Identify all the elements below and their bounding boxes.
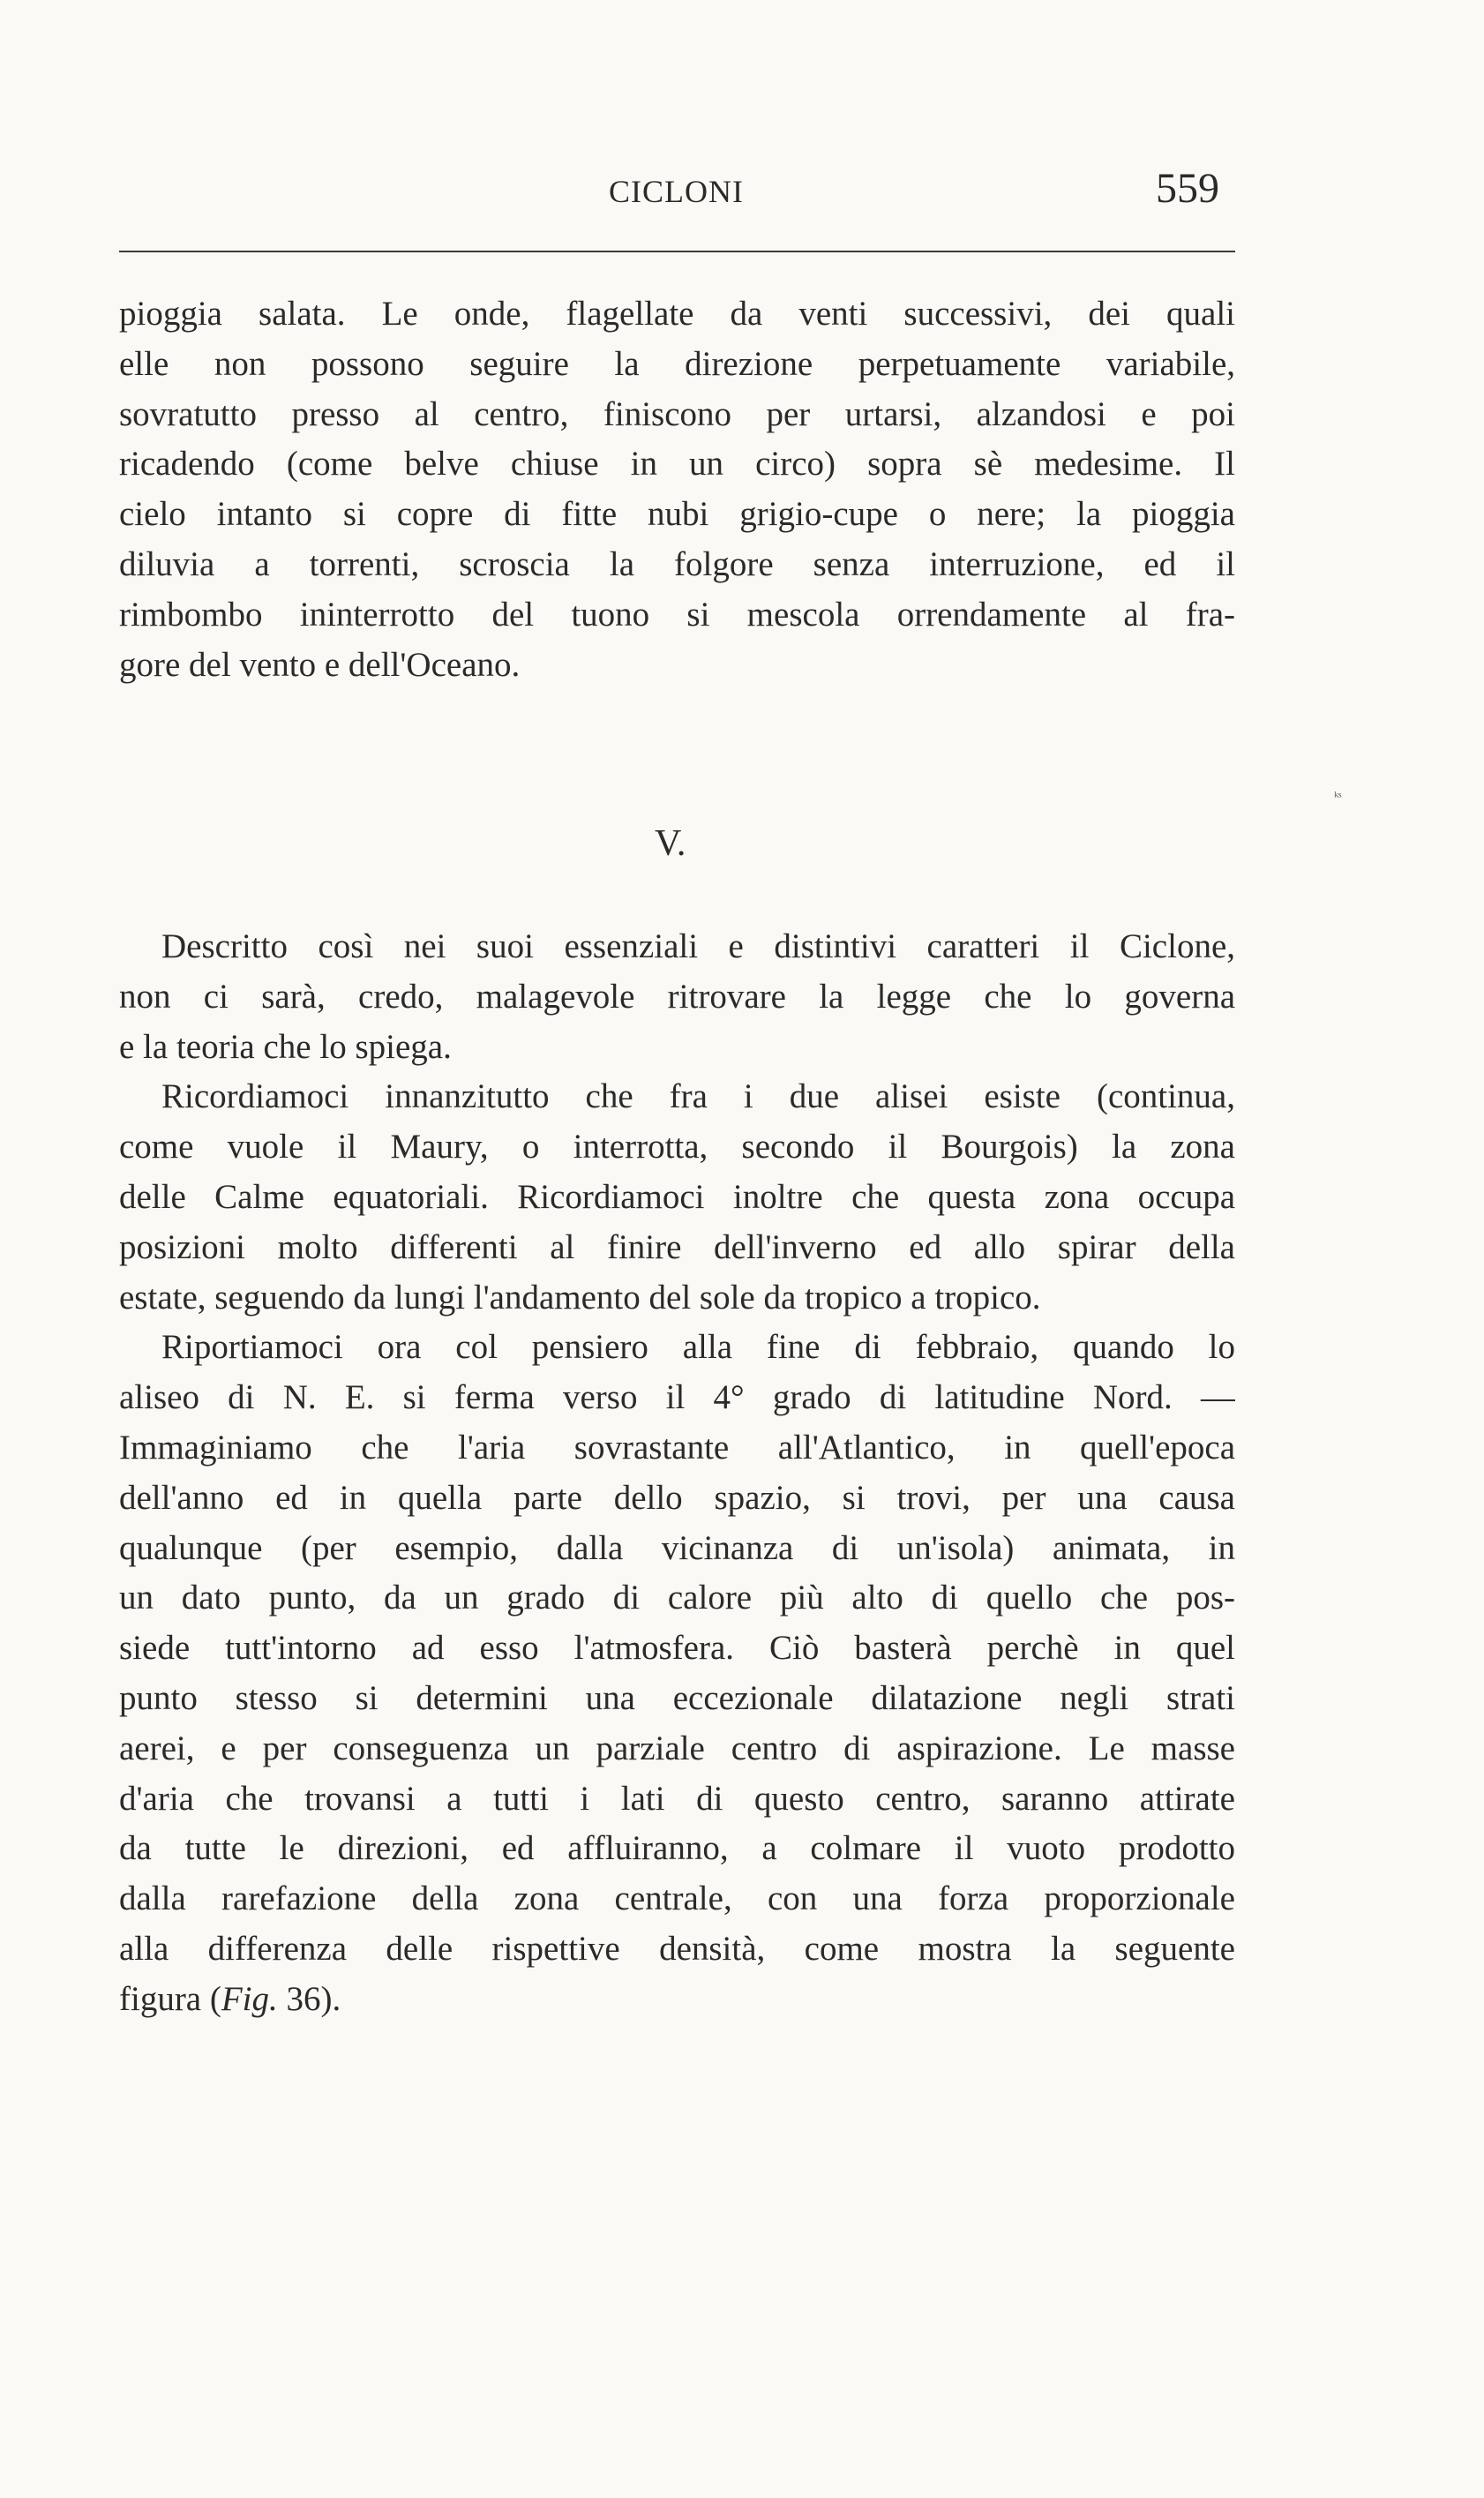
text-line: d'aria che trovansi a tutti i lati di questo centro, saranno attirate <box>119 1779 1235 1818</box>
text-line: aliseo di N. E. si ferma verso il 4° grado di latitudine Nord. — <box>119 1378 1235 1417</box>
text-line: delle Calme equatoriali. Ricordiamoci inoltre che questa zona occupa <box>119 1177 1235 1216</box>
text-line: posizioni molto differenti al finire dell'inverno ed allo spirar della <box>119 1227 1235 1266</box>
text-line: Descritto così nei suoi essenziali e distintivi caratteri il Ciclone, <box>161 927 1235 965</box>
text-line: elle non possono seguire la direzione perpetuamente variabile, <box>119 344 1235 383</box>
text-line: e la teoria che lo spiega. <box>119 1027 452 1066</box>
text-line: Ricordiamoci innanzitutto che fra i due alisei esiste (continua, <box>161 1077 1235 1116</box>
text-line: gore del vento e dell'Oceano. <box>119 645 521 684</box>
figure-reference-prefix: figura ( <box>119 1979 221 2018</box>
text-line: ricadendo (come belve chiuse in un circo) sopra sè medesime. Il <box>119 445 1235 484</box>
section-body <box>119 922 1235 2025</box>
text-line: pioggia salata. Le onde, flagellate da venti successivi, dei quali <box>119 295 1235 333</box>
text-line: sovratutto presso al centro, finiscono per urtarsi, alzandosi e poi <box>119 394 1235 433</box>
text-line: da tutte le direzioni, ed affluiranno, a colmare il vuoto prodotto <box>119 1829 1235 1868</box>
figure-number: 36 <box>277 1979 321 2018</box>
text-line: rimbombo ininterrotto del tuono si mescola orrendamente al fra- <box>119 595 1235 634</box>
text-line: alla differenza delle rispettive densità, come mostra la seguente <box>119 1929 1235 1968</box>
header-rule <box>119 251 1235 252</box>
text-line: qualunque (per esempio, dalla vicinanza di un'isola) animata, in <box>119 1528 1235 1567</box>
text-line: come vuole il Maury, o interrotta, secondo il Bourgois) la zona <box>119 1128 1235 1166</box>
text-line: diluvia a torrenti, scroscia la folgore senza interruzione, ed il <box>119 544 1235 583</box>
text-line: un dato punto, da un grado di calore più alto di quello che pos- <box>119 1579 1235 1617</box>
figure-label: Fig. <box>221 1979 278 2018</box>
text-line: dell'anno ed in quella parte dello spazio, si trovi, per una causa <box>119 1478 1235 1517</box>
text-line: estate, seguendo da lungi l'andamento del sole da tropico a tropico. <box>119 1278 1041 1317</box>
figure-reference-suffix: ). <box>320 1979 341 2018</box>
text-line: Riportiamoci ora col pensiero alla fine di febbraio, quando lo <box>161 1328 1235 1367</box>
text-line: dalla rarefazione della zona centrale, con una forza proporzionale <box>119 1879 1235 1918</box>
text-line: Immaginiamo che l'aria sovrastante all'Atlantico, in quell'epoca <box>119 1428 1235 1467</box>
text-line: siede tutt'intorno ad esso l'atmosfera. Ciò basterà perchè in quel <box>119 1629 1235 1668</box>
text-line: cielo intanto si copre di fitte nubi grigio-cupe o nere; la pioggia <box>119 495 1235 534</box>
text-line: non ci sarà, credo, malagevole ritrovare la legge che lo governa <box>119 977 1235 1016</box>
margin-mark: ᵏˢ <box>1334 790 1342 805</box>
paragraph-cyclone-storm <box>119 289 1235 690</box>
text-line: aerei, e per conseguenza un parziale centro di aspirazione. Le masse <box>119 1729 1235 1767</box>
section-heading: V. <box>655 823 686 864</box>
text-line: punto stesso si determini una eccezionale dilatazione negli strati <box>119 1678 1235 1717</box>
page-number: 559 <box>1156 165 1219 212</box>
text-line-figure-reference <box>119 1975 1235 2025</box>
running-title: CICLONI <box>609 174 744 209</box>
